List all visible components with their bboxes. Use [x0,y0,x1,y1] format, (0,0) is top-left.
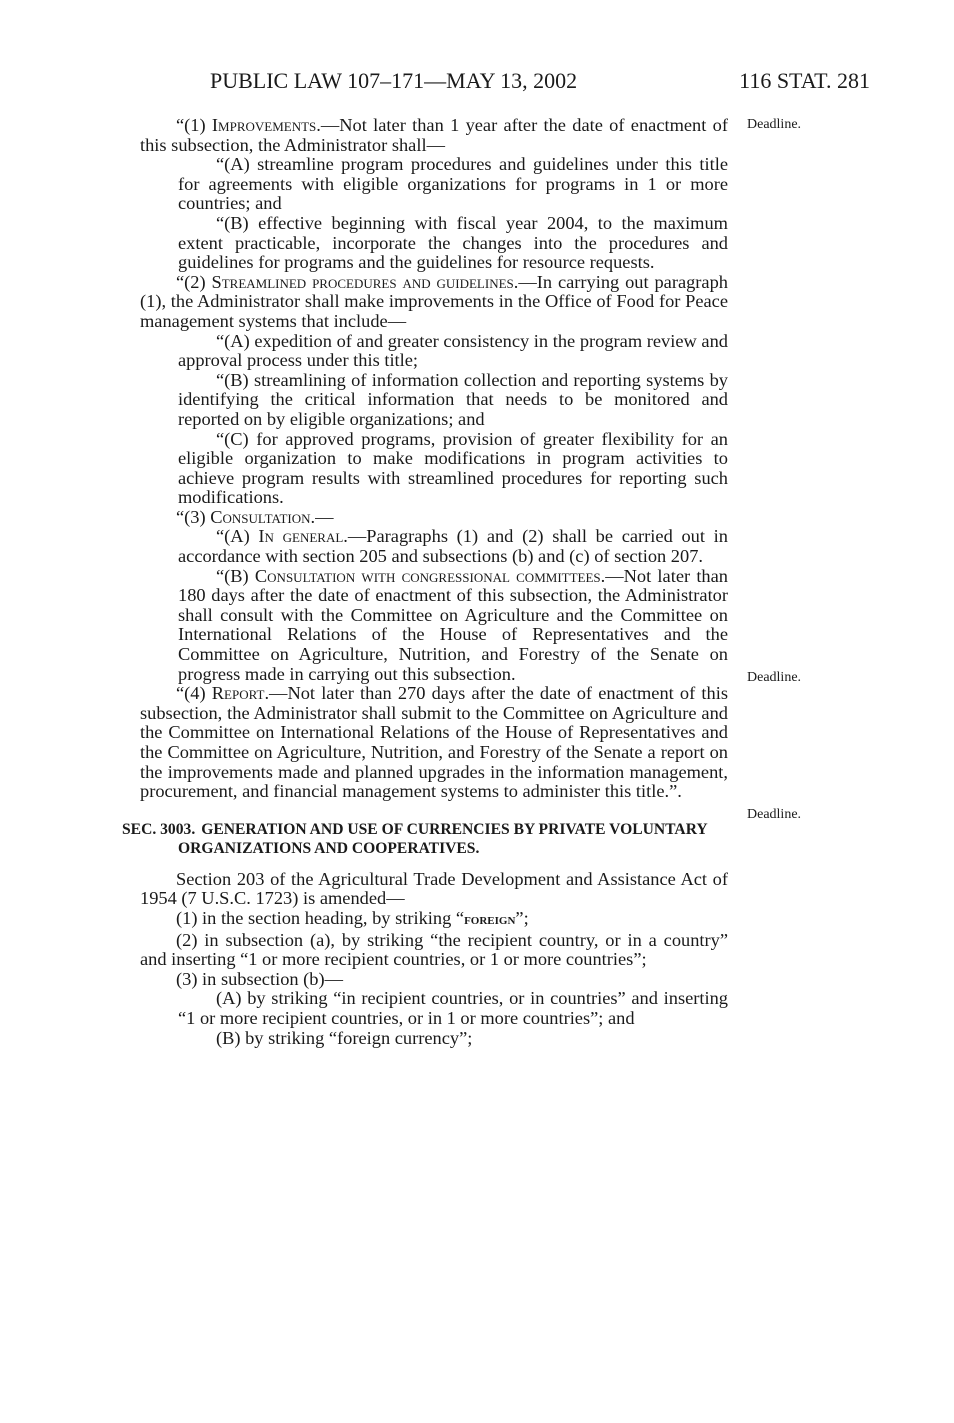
paragraph-consultation: “(3) Consultation.— [176,506,334,527]
page-body [122,115,728,1048]
header-stat-page: 116 STAT. 281 [739,68,870,93]
margin-note-deadline: Deadline. [747,670,802,685]
running-header [210,66,870,96]
subparagraph-a: “(A) streamline program procedures and guidelines under this title for agreements with eligible organizations for programs in 1 or more countries; and [178,154,728,214]
subparagraph-congressional-committees: “(B) Consultation with congressional committees.—Not later than 180 days after the date of enactment of this subsection, the Administrator shall consult with the Committee on Agriculture and the Committee on International Relations of the House of Representatives and the Committee on Agriculture, Nutrition, and Forestry of the Senate on progress made in carrying out this subsection. [178,565,728,684]
subparagraph-a: “(A) expedition of and greater consistency in the program review and approval process under this title; [178,330,728,371]
section-number: SEC. 3003. [122,820,196,838]
subparagraph-b: “(B) streamlining of information collection and reporting systems by identifying the critical information that needs to be monitored and reported on by eligible organizations; and [178,369,728,429]
heading-consultation: Consultation [210,506,311,527]
section-heading [122,820,778,858]
heading-improvements: Improvements [211,115,317,135]
header-law-citation: PUBLIC LAW 107–171—MAY 13, 2002 [210,68,578,93]
amendment-3-a: (A) by striking “in recipient countries, or in countries” and inserting “1 or more recipient countries, or in 1 or more countries”; and [178,988,728,1028]
margin-note-deadline: Deadline. [747,117,802,132]
heading-in-general: In general [258,526,344,547]
subparagraph-b: “(B) effective beginning with fiscal year 2004, to the maximum extent practicable, incorporate the changes into the procedures and guidelines for programs and the guidelines for resource requests. [178,212,728,273]
paragraph-improvements: “(1) Improvements.—Not later than 1 year after the date of enactment of this subsection, the Administrator shall— [140,115,728,155]
heading-streamlined-procedures: Streamlined procedures and guidelines [211,271,514,292]
paragraph-streamlined-procedures: “(2) Streamlined procedures and guidelines.—In carrying out paragraph (1), the Administrator shall make improvements in the Office of Food for Peace management systems that include— [140,271,728,331]
section-title: GENERATION AND USE OF CURRENCIES BY PRIVATE VOLUNTARY ORGANIZATIONS AND COOPERATIVES. [178,820,708,857]
amendment-3-b: (B) by striking “foreign currency”; [216,1027,473,1048]
amendment-3: (3) in subsection (b)— [176,968,344,989]
subparagraph-c: “(C) for approved programs, provision of greater flexibility for an eligible organization to make modifications in program activities to achieve program results with streamlined procedures for reporting such modifications. [178,428,728,508]
struck-word: foreign [464,911,516,928]
section-intro: Section 203 of the Agricultural Trade Development and Assistance Act of 1954 (7 U.S.C. 1723) is amended— [140,868,728,909]
amendment-1: (1) in the section heading, by striking “foreign”; [176,907,529,928]
paragraph-report: “(4) Report.—Not later than 270 days after the date of enactment of this subsection, the Administrator shall submit to the Committee on Agriculture and the Committee on International Relations of the House of Representatives and the Committee on Agriculture, Nutrition, and Forestry of the Senate a report on the improvements made and planned upgrades in the information management, procurement, and financial management systems to administer this title.”. [140,683,728,802]
subparagraph-in-general: “(A) In general.—Paragraphs (1) and (2) shall be carried out in accordance with section 205 and subsections (b) and (c) of section 207. [178,526,728,567]
amendment-2: (2) in subsection (a), by striking “the recipient country, or in a country” and inserting “1 or more recipient countries, or 1 or more countries”; [140,929,728,970]
heading-report: Report [211,683,265,704]
heading-congressional-committees: Consultation with congressional committees [254,565,601,586]
margin-note-deadline: Deadline. [747,807,802,822]
